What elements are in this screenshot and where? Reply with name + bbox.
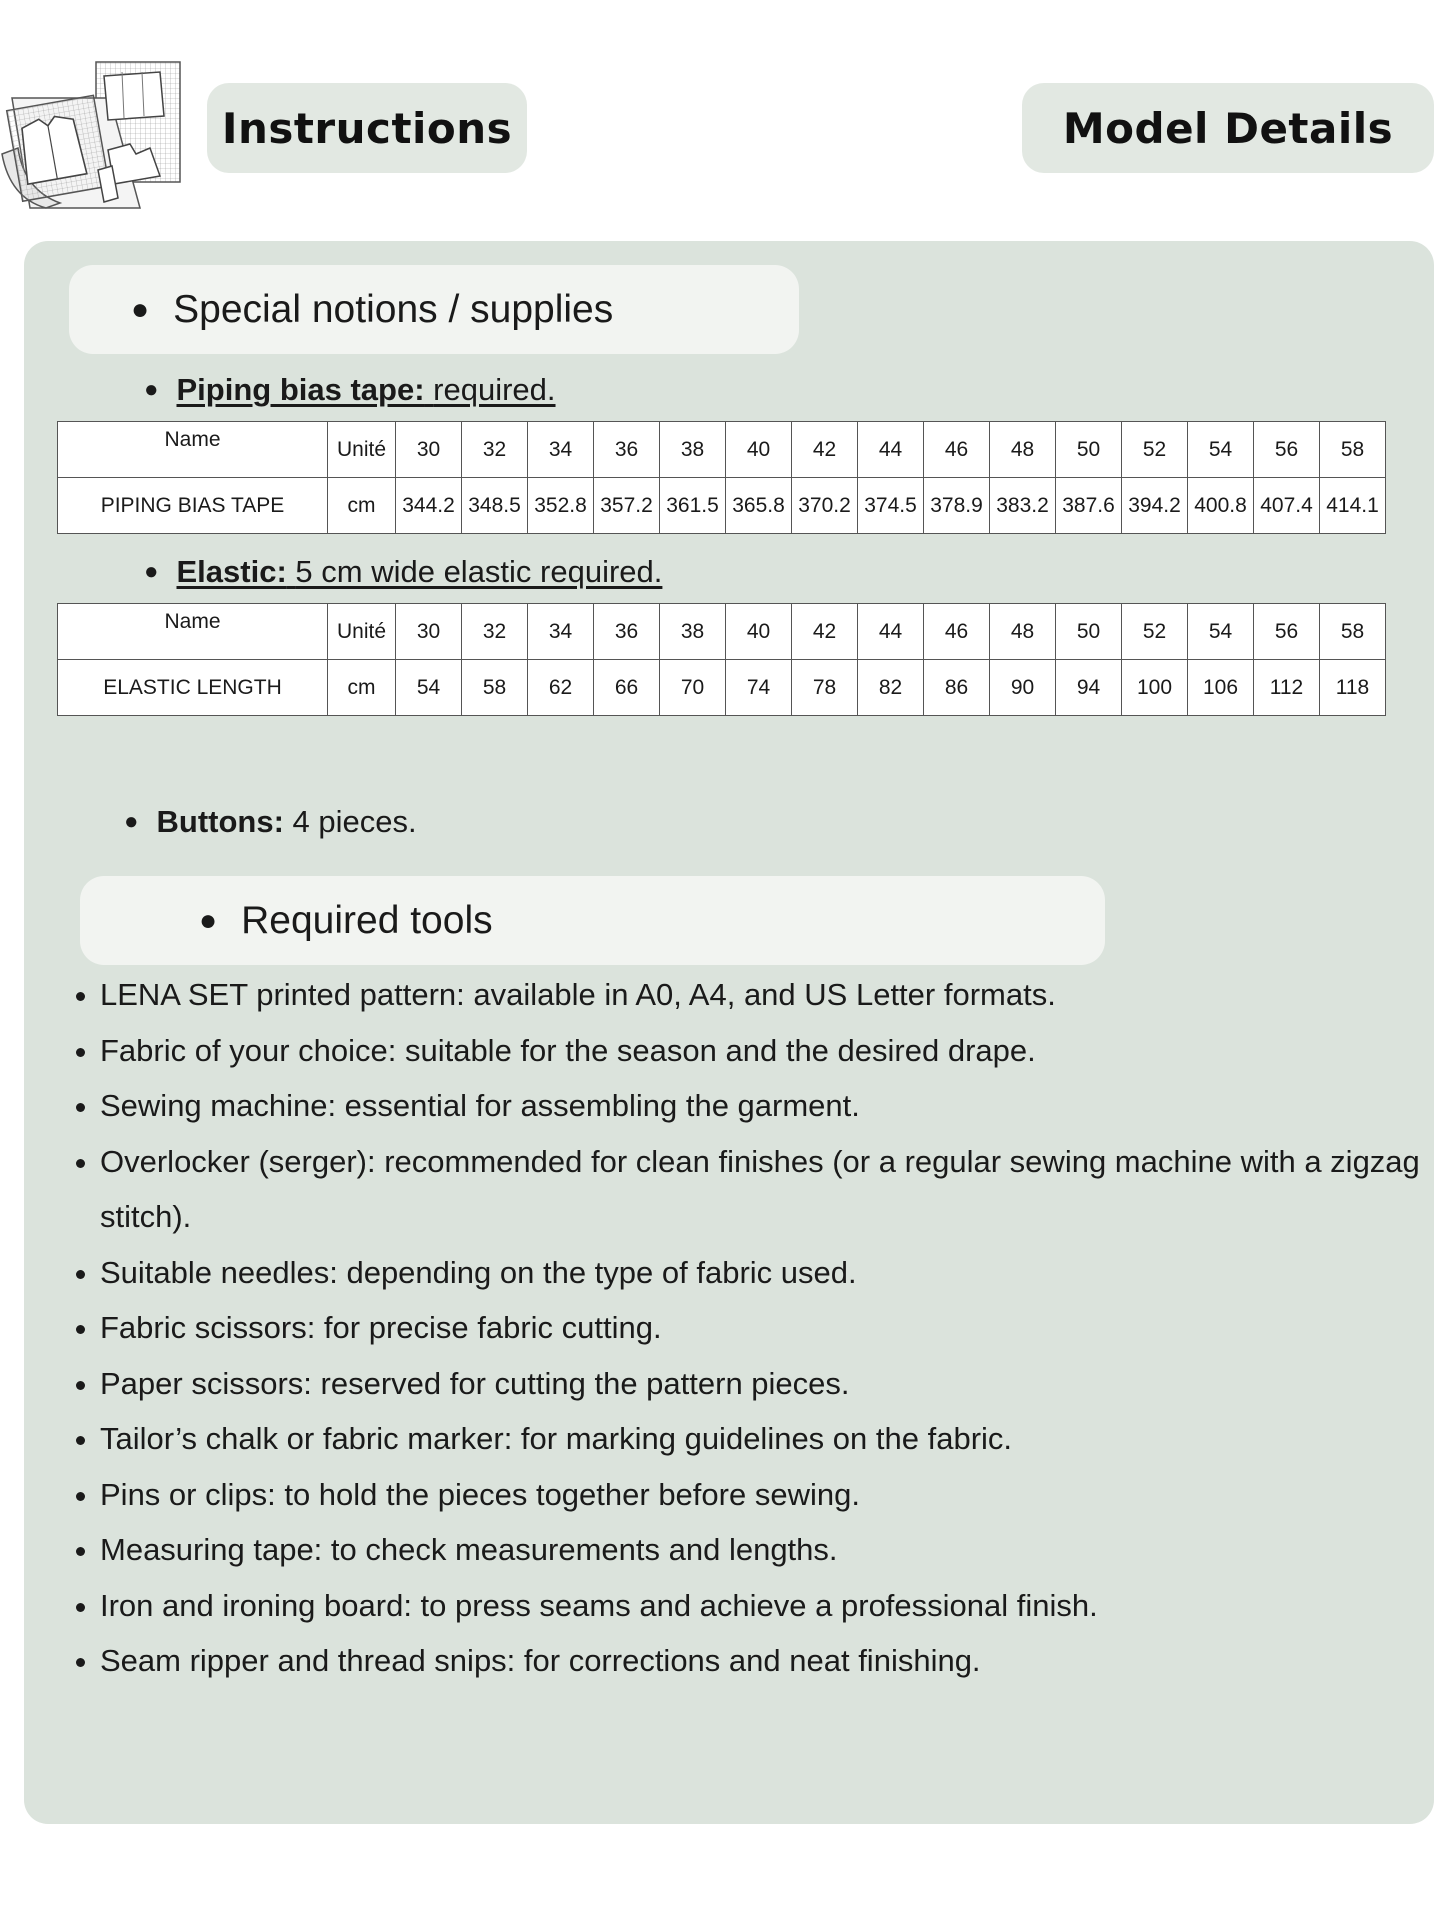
table-header-cell: 54 xyxy=(1188,422,1254,478)
table-cell: 74 xyxy=(726,660,792,716)
table-cell: 66 xyxy=(594,660,660,716)
table-header-cell: 36 xyxy=(594,422,660,478)
list-item: • LENA SET printed pattern: available in A0, A4, and US Letter formats. xyxy=(100,967,1445,1023)
table-header-cell: Unité xyxy=(328,604,396,660)
bullet-icon: ● xyxy=(144,376,159,403)
table-header-row xyxy=(58,422,1386,478)
table-cell: ELASTIC LENGTH xyxy=(58,660,328,716)
list-item: • Iron and ironing board: to press seams and achieve a professional finish. xyxy=(100,1578,1445,1634)
table-cell: 400.8 xyxy=(1188,478,1254,534)
table-cell: 407.4 xyxy=(1254,478,1320,534)
list-item: • Sewing machine: essential for assembling the garment. xyxy=(100,1078,1445,1134)
special-notions-title: Special notions / supplies xyxy=(173,287,614,331)
table-cell: 387.6 xyxy=(1056,478,1122,534)
table-cell: 70 xyxy=(660,660,726,716)
table-cell: 394.2 xyxy=(1122,478,1188,534)
table-header-cell: 58 xyxy=(1320,422,1386,478)
elastic-text: 5 cm wide elastic required. xyxy=(295,554,663,589)
table-header-cell: 34 xyxy=(528,422,594,478)
table-cell: 90 xyxy=(990,660,1056,716)
table-header-cell: 44 xyxy=(858,422,924,478)
table-cell: 86 xyxy=(924,660,990,716)
table-header-cell: 42 xyxy=(792,422,858,478)
table-cell: 357.2 xyxy=(594,478,660,534)
table-cell: 58 xyxy=(462,660,528,716)
list-item: • Suitable needles: depending on the type of fabric used. xyxy=(100,1245,1445,1301)
table-cell: 112 xyxy=(1254,660,1320,716)
piping-label: Piping bias tape: xyxy=(176,372,425,407)
elastic-label: Elastic: xyxy=(176,554,287,589)
table-header-cell: 56 xyxy=(1254,604,1320,660)
table-header-cell: 54 xyxy=(1188,604,1254,660)
list-item: • Pins or clips: to hold the pieces together before sewing. xyxy=(100,1467,1445,1523)
table-header-cell: Name xyxy=(58,422,328,478)
table-header-cell: 32 xyxy=(462,604,528,660)
required-tools-heading xyxy=(80,876,1105,965)
table-cell: 118 xyxy=(1320,660,1386,716)
table-header-cell: 52 xyxy=(1122,604,1188,660)
table-header-cell: 50 xyxy=(1056,604,1122,660)
bullet-icon: ● xyxy=(131,292,150,326)
table-header-cell: 30 xyxy=(396,422,462,478)
list-item: • Fabric of your choice: suitable for the season and the desired drape. xyxy=(100,1023,1445,1079)
table-row xyxy=(58,478,1386,534)
list-item: • Paper scissors: reserved for cutting the pattern pieces. xyxy=(100,1356,1445,1412)
table-header-cell: 44 xyxy=(858,604,924,660)
sewing-pattern-papers-icon xyxy=(0,58,182,214)
table-header-cell: 42 xyxy=(792,604,858,660)
list-item: • Measuring tape: to check measurements and lengths. xyxy=(100,1522,1445,1578)
elastic-item xyxy=(144,554,662,590)
table-cell: cm xyxy=(328,478,396,534)
table-row xyxy=(58,660,1386,716)
table-header-cell: 30 xyxy=(396,604,462,660)
table-cell: 352.8 xyxy=(528,478,594,534)
list-item: • Fabric scissors: for precise fabric cutting. xyxy=(100,1300,1445,1356)
table-cell: 348.5 xyxy=(462,478,528,534)
table-header-cell: 36 xyxy=(594,604,660,660)
table-header-cell: Name xyxy=(58,604,328,660)
table-cell: cm xyxy=(328,660,396,716)
buttons-label: Buttons: xyxy=(156,804,284,839)
tab-instructions[interactable]: Instructions xyxy=(207,83,527,173)
buttons-text: 4 pieces. xyxy=(292,804,417,839)
content-panel xyxy=(24,241,1434,1824)
piping-item xyxy=(144,372,556,408)
list-item: • Overlocker (serger): recommended for clean finishes (or a regular sewing machine with a zigzag stitch). xyxy=(100,1134,1445,1245)
table-cell: 414.1 xyxy=(1320,478,1386,534)
table-cell: 62 xyxy=(528,660,594,716)
table-header-cell: 32 xyxy=(462,422,528,478)
table-cell: 100 xyxy=(1122,660,1188,716)
table-header-cell: 56 xyxy=(1254,422,1320,478)
piping-text: required. xyxy=(433,372,556,407)
table-header-cell: 38 xyxy=(660,604,726,660)
table-cell: 383.2 xyxy=(990,478,1056,534)
bullet-icon: ● xyxy=(124,808,139,835)
table-header-cell: 34 xyxy=(528,604,594,660)
table-header-cell: 48 xyxy=(990,604,1056,660)
tab-model-details[interactable]: Model Details xyxy=(1022,83,1434,173)
table-header-cell: 40 xyxy=(726,604,792,660)
required-tools-title: Required tools xyxy=(241,898,493,942)
table-cell: 378.9 xyxy=(924,478,990,534)
table-cell: 106 xyxy=(1188,660,1254,716)
table-cell: 78 xyxy=(792,660,858,716)
table-header-cell: 38 xyxy=(660,422,726,478)
table-cell: 370.2 xyxy=(792,478,858,534)
table-cell: 82 xyxy=(858,660,924,716)
table-header-cell: 58 xyxy=(1320,604,1386,660)
elastic-size-table xyxy=(57,603,1386,716)
table-cell: 361.5 xyxy=(660,478,726,534)
table-cell: 374.5 xyxy=(858,478,924,534)
list-item: • Seam ripper and thread snips: for corrections and neat finishing. xyxy=(100,1633,1445,1689)
table-header-cell: 46 xyxy=(924,422,990,478)
piping-size-table xyxy=(57,421,1386,534)
list-item: • Tailor’s chalk or fabric marker: for marking guidelines on the fabric. xyxy=(100,1411,1445,1467)
table-cell: 344.2 xyxy=(396,478,462,534)
table-header-cell: Unité xyxy=(328,422,396,478)
table-header-cell: 46 xyxy=(924,604,990,660)
tools-list xyxy=(42,967,1445,1689)
bullet-icon: ● xyxy=(144,558,159,585)
table-cell: PIPING BIAS TAPE xyxy=(58,478,328,534)
table-header-cell: 40 xyxy=(726,422,792,478)
table-cell: 365.8 xyxy=(726,478,792,534)
table-header-cell: 48 xyxy=(990,422,1056,478)
table-header-cell: 52 xyxy=(1122,422,1188,478)
table-cell: 94 xyxy=(1056,660,1122,716)
table-header-cell: 50 xyxy=(1056,422,1122,478)
buttons-item xyxy=(124,804,417,840)
table-cell: 54 xyxy=(396,660,462,716)
bullet-icon: ● xyxy=(199,903,218,937)
table-header-row xyxy=(58,604,1386,660)
special-notions-heading xyxy=(69,265,799,354)
